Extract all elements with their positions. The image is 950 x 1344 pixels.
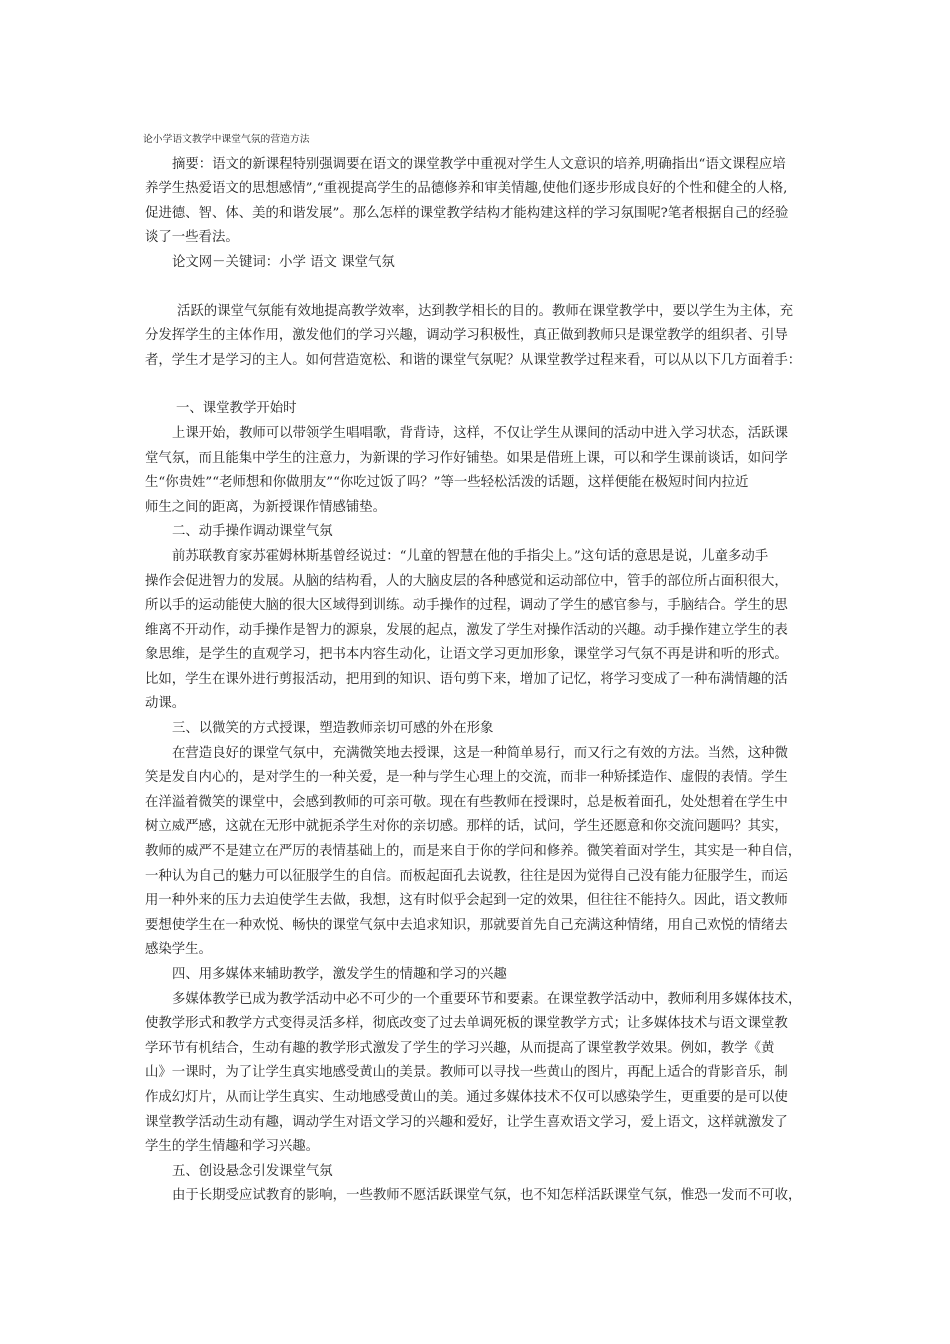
section-heading: 二、动手操作调动课堂气氛 (172, 524, 333, 540)
section-line: 象思维，是学生的直观学习，把书本内容生动化，让语文学习更加形象，课堂学习气氛不再是讲和听的形式。 (145, 647, 788, 663)
section-4 (145, 963, 820, 1160)
section-line: 用一种外来的压力去迫使学生去做，我想，这有时似乎会起到一定的效果，但往往不能持久。因此，语文教师 (145, 893, 788, 909)
section-line: 在营造良好的课堂气氛中，充满微笑地去授课，这是一种简单易行，而又行之有效的方法。当然，这种微 (172, 745, 788, 761)
abstract-line: 促进德、智、体、美的和谐发展”。那么怎样的课堂教学结构才能构建这样的学习氛围呢?笔者根据自己的经验 (145, 205, 789, 221)
document-title: 论小学语文教学中课堂气氛的营造方法 (143, 134, 310, 145)
section-line: 要想使学生在一种欢悦、畅快的课堂气氛中去追求知识，那就要首先自己充满这种情绪，用自己欢悦的情绪去 (145, 917, 788, 933)
section-heading: 三、以微笑的方式授课，塑造教师亲切可感的外在形象 (172, 721, 494, 737)
section-line: 笑是发自内心的，是对学生的一种关爱，是一种与学生心理上的交流，而非一种矫揉造作、虚假的表情。学生 (145, 770, 788, 786)
section-line: 堂气氛，而且能集中学生的注意力，为新课的学习作好铺垫。如果是借班上课，可以和学生课前谈话，如问学 (145, 450, 788, 466)
intro-line: 活跃的课堂气氛能有效地提高教学效率，达到教学相长的目的。教师在课堂教学中，要以学生为主体，充 (177, 303, 793, 319)
section-line: 维离不开动作，动手操作是智力的源泉，发展的起点，激发了学生对操作活动的兴趣。动手操作建立学生的表 (145, 622, 788, 638)
section-line: 使教学形式和教学方式变得灵活多样，彻底改变了过去单调死板的课堂教学方式；让多媒体技术与语文课堂教 (145, 1016, 788, 1032)
abstract-line: 养学生热爱语文的思想感情”,“重视提高学生的品德修养和审美情趣,使他们逐步形成良好的个性和健全的人格, (145, 181, 788, 197)
section-line: 感染学生。 (145, 942, 212, 958)
section-heading: 五、创设悬念引发课堂气氛 (172, 1163, 333, 1179)
section-5 (145, 1160, 820, 1209)
spacer (145, 373, 820, 397)
section-heading: 一、课堂教学开始时 (176, 401, 297, 417)
section-line: 前苏联教育家苏霍姆林斯基曾经说过：“儿童的智慧在他的手指尖上。”这句话的意思是说，儿童多动手 (172, 548, 769, 564)
section-line: 山》一课时，为了让学生真实地感受黄山的美景。教师可以寻找一些黄山的图片，再配上适合的背影音乐，制 (145, 1065, 788, 1081)
intro-line: 者，学生才是学习的主人。如何营造宽松、和谐的课堂气氛呢？从课堂教学过程来看，可以从以下几方面着手： (145, 352, 802, 368)
keywords-line: 论文网－关键词：小学 语文 课堂气氛 (172, 254, 395, 270)
section-line: 多媒体教学已成为教学活动中必不可少的一个重要环节和要素。在课堂教学活动中，教师利用多媒体技术， (172, 991, 802, 1007)
section-line: 教师的威严不是建立在严厉的表情基础上的，而是来自于你的学问和修养。微笑着面对学生，其实是一种自信， (145, 844, 802, 860)
section-line: 课堂教学活动生动有趣，调动学生对语文学习的兴趣和爱好，让学生喜欢语文学习，爱上语文，这样就激发了 (145, 1114, 788, 1130)
section-line: 生“你贵姓”“老师想和你做朋友”“你吃过饭了吗？”等一些轻松活泼的话题，这样便能在极短时间内拉近 (145, 475, 749, 491)
section-line: 所以手的运动能使大脑的很大区域得到训练。动手操作的过程，调动了学生的感官参与，手脑结合。学生的思 (145, 598, 788, 614)
section-line: 比如，学生在课外进行剪报活动，把用到的知识、语句剪下来，增加了记忆，将学习变成了一种布满情趣的活 (145, 671, 788, 687)
section-line: 学生的学生情趣和学习兴趣。 (145, 1139, 320, 1155)
section-line: 在洋溢着微笑的课堂中，会感到教师的可亲可敬。现在有些教师在授课时，总是板着面孔，处处想着在学生中 (145, 794, 788, 810)
section-line: 一种认为自己的魅力可以征服学生的自信。而板起面孔去说教，往往是因为觉得自己没有能力征服学生，而运 (145, 868, 788, 884)
abstract (145, 153, 820, 251)
section-line: 上课开始，教师可以带领学生唱唱歌，背背诗，这样，不仅让学生从课间的活动中进入学习状态，活跃课 (172, 425, 788, 441)
section-line: 操作会促进智力的发展。从脑的结构看，人的大脑皮层的各种感觉和运动部位中，管手的部位所占面积很大， (145, 573, 788, 589)
section-1 (145, 397, 820, 520)
section-line: 作成幻灯片，从而让学生真实、生动地感受黄山的美。通过多媒体技术不仅可以感染学生，更重要的是可以使 (145, 1089, 788, 1105)
section-3 (145, 717, 820, 963)
section-line: 动课。 (145, 696, 186, 712)
abstract-line: 谈了一些看法。 (145, 230, 239, 246)
abstract-line: 摘要：语文的新课程特别强调要在语文的课堂教学中重视对学生人文意识的培养,明确指出“语文课程应培 (172, 156, 786, 172)
intro-paragraph (145, 300, 820, 374)
section-line: 由于长期受应试教育的影响，一些教师不愿活跃课堂气氛，也不知怎样活跃课堂气氛，惟恐一发而不可收， (172, 1188, 802, 1204)
section-line: 师生之间的距离，为新授课作情感铺垫。 (145, 499, 387, 515)
section-2 (145, 520, 820, 717)
document-page (145, 128, 820, 1209)
section-heading: 四、用多媒体来辅助教学，激发学生的情趣和学习的兴趣 (172, 967, 507, 982)
intro-line: 分发挥学生的主体作用，激发他们的学习兴趣，调动学习积极性，真正做到教师只是课堂教学的组织者、引导 (145, 328, 788, 344)
spacer (145, 276, 820, 300)
section-line: 学环节有机结合，生动有趣的教学形式激发了学生的学习兴趣，从而提高了课堂教学效果。例如，教学《黄 (145, 1040, 775, 1056)
section-line: 树立威严感，这就在无形中就扼杀学生对你的亲切感。那样的话，试问，学生还愿意和你交流问题吗？其实， (145, 819, 788, 835)
